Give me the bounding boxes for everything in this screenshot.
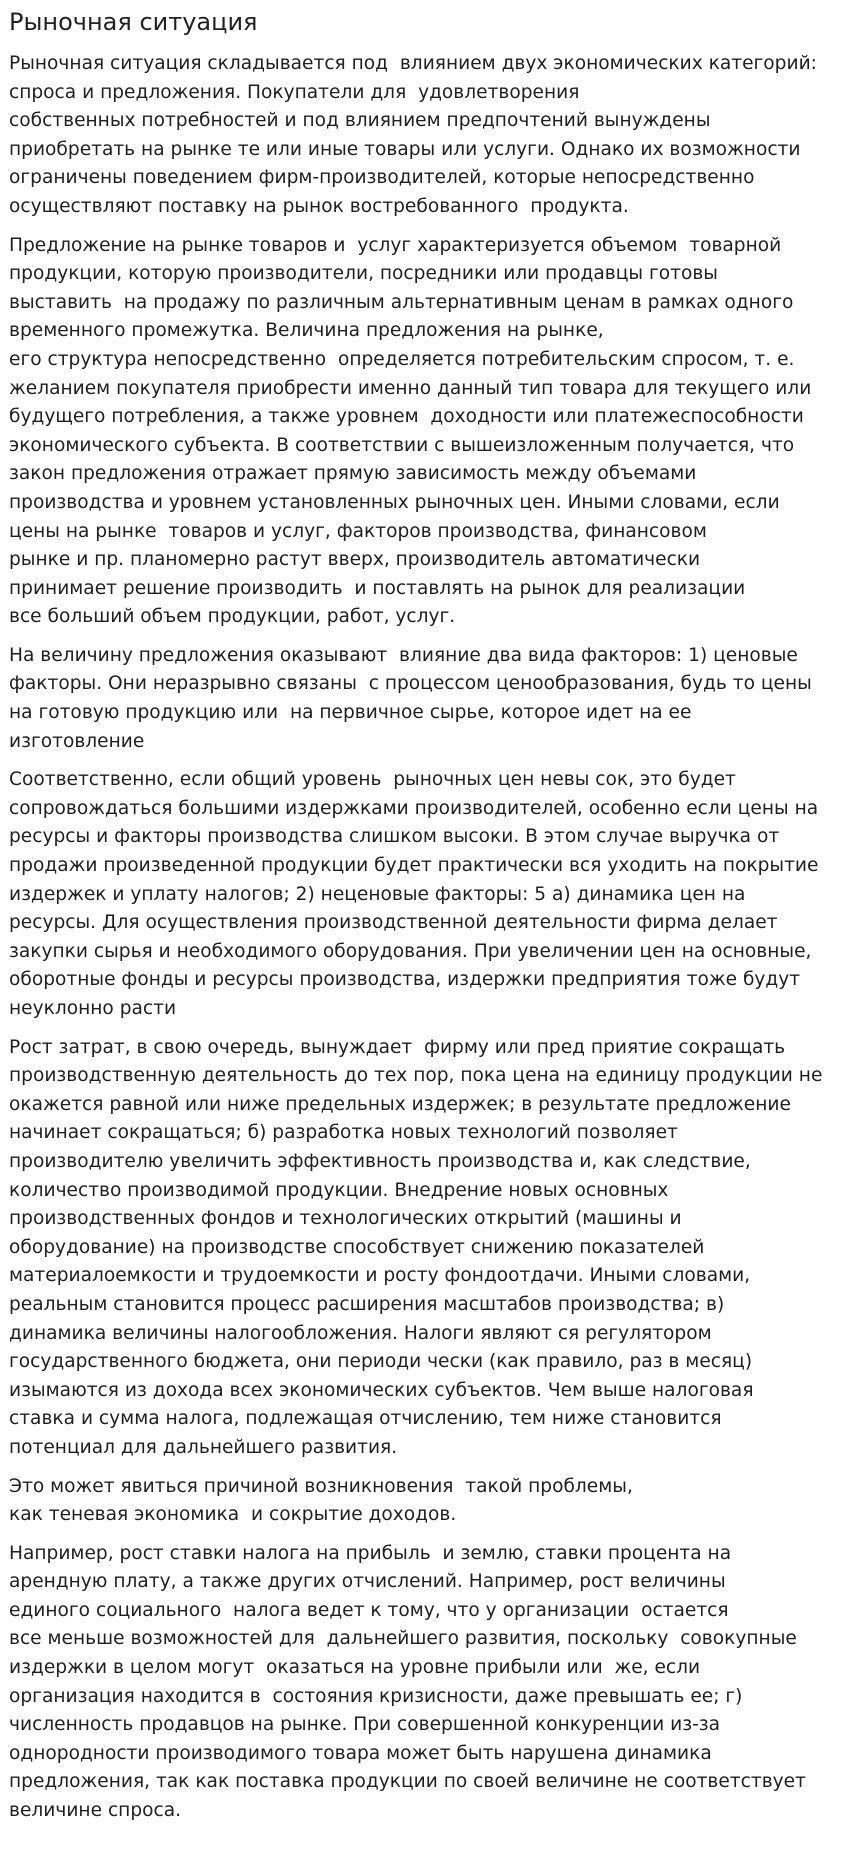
text-line: Например, рост ставки налога на прибыль и землю, ставки процента на <box>9 1542 732 1564</box>
text-line: На величину предложения оказывают влияние два вида факторов: 1) ценовые <box>9 644 798 666</box>
text-line: изымаются из дохода всех экономических субъектов. Чем выше налоговая <box>9 1379 754 1401</box>
text-line: численность продавцов на рынке. При совершенной конкуренции из-за <box>9 1714 721 1736</box>
text-line: продукции, которую производители, посредники или продавцы готовы <box>9 263 718 285</box>
text-line: единого социального налога ведет к тому, что у организации остается <box>9 1599 729 1621</box>
text-line: Предложение на рынке товаров и услуг характеризуется объемом товарной <box>9 234 782 256</box>
text-line: начинает сокращаться; б) разработка новых технологий позволяет <box>9 1122 678 1144</box>
text-line: факторы. Они неразрывно связаны с процессом ценообразования, будь то цены <box>9 673 812 695</box>
text-line: организация находится в состояния кризисности, даже превышать ее; г) <box>9 1685 743 1707</box>
article-body <box>9 50 841 1826</box>
text-line: все меньше возможностей для дальнейшего развития, поскольку совокупные <box>9 1628 797 1650</box>
text-line: осуществляют поставку на рынок востребованного продукта. <box>9 195 629 217</box>
text-line: приобретать на рынке те или иные товары или услуги. Однако их возможности <box>9 138 801 160</box>
text-line: производственную деятельность до тех пор, пока цена на единицу продукции не <box>9 1065 823 1087</box>
paragraph <box>9 50 841 222</box>
text-line: сопровождаться большими издержками производителей, особенно если цены на <box>9 797 819 819</box>
text-line: окажется равной или ниже предельных издержек; в результате предложение <box>9 1093 791 1115</box>
text-line: временного промежутка. Величина предложения на рынке, <box>9 320 604 342</box>
text-line: экономического субъекта. В соответствии с вышеизложенным получается, что <box>9 434 795 456</box>
paragraph <box>9 232 841 632</box>
text-line: динамика величины налогообложения. Налоги являют ся регулятором <box>9 1322 712 1344</box>
text-line: будущего потребления, а также уровнем доходности или платежеспособности <box>9 406 804 428</box>
text-line: принимает решение производить и поставлять на рынок для реализации <box>9 577 746 599</box>
text-line: закупки сырья и необходимого оборудования. При увеличении цен на основные, <box>9 940 812 962</box>
text-line: производителю увеличить эффективность производства и, как следствие, <box>9 1150 751 1172</box>
text-line: Соответственно, если общий уровень рыночных цен невы сок, это будет <box>9 769 736 791</box>
text-line: однородности производимого товара может быть нарушена динамика <box>9 1742 712 1764</box>
text-line: оборотные фонды и ресурсы производства, издержки предприятия тоже будут <box>9 969 801 991</box>
text-line: ограничены поведением фирм-производителей, которые непосредственно <box>9 167 755 189</box>
paragraph <box>9 1473 841 1530</box>
text-line: количество производимой продукции. Внедрение новых основных <box>9 1179 669 1201</box>
text-line: желанием покупателя приобрести именно данный тип товара для текущего или <box>9 377 812 399</box>
text-line: изготовление <box>9 730 145 752</box>
text-line: Рост затрат, в свою очередь, вынуждает фирму или пред приятие сокращать <box>9 1036 786 1058</box>
paragraph <box>9 1540 841 1826</box>
text-line: потенциал для дальнейшего развития. <box>9 1436 398 1458</box>
text-line: производства и уровнем установленных рыночных цен. Иными словами, если <box>9 491 780 513</box>
text-line: как теневая экономика и сокрытие доходов. <box>9 1504 457 1526</box>
text-line: величине спроса. <box>9 1800 182 1822</box>
text-line: реальным становится процесс расширения масштабов производства; в) <box>9 1293 725 1315</box>
text-line: издержек и уплату налогов; 2) неценовые факторы: 5 а) динамика цен на <box>9 883 746 905</box>
text-line: оборудование) на производстве способствует снижению показателей <box>9 1236 705 1258</box>
paragraph <box>9 766 841 1023</box>
text-line: все больший объем продукции, работ, услуг. <box>9 606 456 628</box>
text-line: выставить на продажу по различным альтернативным ценам в рамках одного <box>9 291 794 313</box>
text-line: государственного бюджета, они периоди чески (как правило, раз в месяц) <box>9 1351 753 1373</box>
text-line: цены на рынке товаров и услуг, факторов производства, финансовом <box>9 520 707 542</box>
text-line: его структура непосредственно определяется потребительским спросом, т. е. <box>9 348 795 370</box>
text-line: арендную плату, а также других отчислений. Например, рост величины <box>9 1571 726 1593</box>
text-line: предложения, так как поставка продукции по своей величине не соответствует <box>9 1771 806 1793</box>
text-line: неуклонно расти <box>9 998 177 1019</box>
text-line: производственных фондов и технологических открытий (машины и <box>9 1208 682 1230</box>
text-line: издержки в целом могут оказаться на уровне прибыли или же, если <box>9 1657 701 1679</box>
text-line: закон предложения отражает прямую зависимость между объемами <box>9 463 697 485</box>
text-line: рынке и пр. планомерно растут вверх, производитель автоматически <box>9 549 701 571</box>
text-line: Рыночная ситуация складывается под влиянием двух экономических категорий: <box>9 53 817 74</box>
text-line: на готовую продукцию или на первичное сырье, которое идет на ее <box>9 702 692 724</box>
text-line: спроса и предложения. Покупатели для удовлетворения <box>9 81 580 103</box>
text-line: ставка и сумма налога, подлежащая отчислению, тем ниже становится <box>9 1408 722 1430</box>
text-line: Это может явиться причиной возникновения такой проблемы, <box>9 1475 633 1497</box>
text-line: ресурсы. Для осуществления производственной деятельности фирма делает <box>9 912 778 934</box>
paragraph <box>9 1034 841 1463</box>
text-line: продажи произведенной продукции будет практически вся уходить на покрытие <box>9 855 819 877</box>
text-line: ресурсы и факторы производства слишком высоки. В этом случае выручка от <box>9 826 780 848</box>
article-title: Рыночная ситуация <box>9 8 258 36</box>
text-line: собственных потребностей и под влиянием предпочтений вынуждены <box>9 110 711 132</box>
text-line: материалоемкости и трудоемкости и росту фондоотдачи. Иными словами, <box>9 1265 751 1287</box>
paragraph <box>9 642 841 756</box>
